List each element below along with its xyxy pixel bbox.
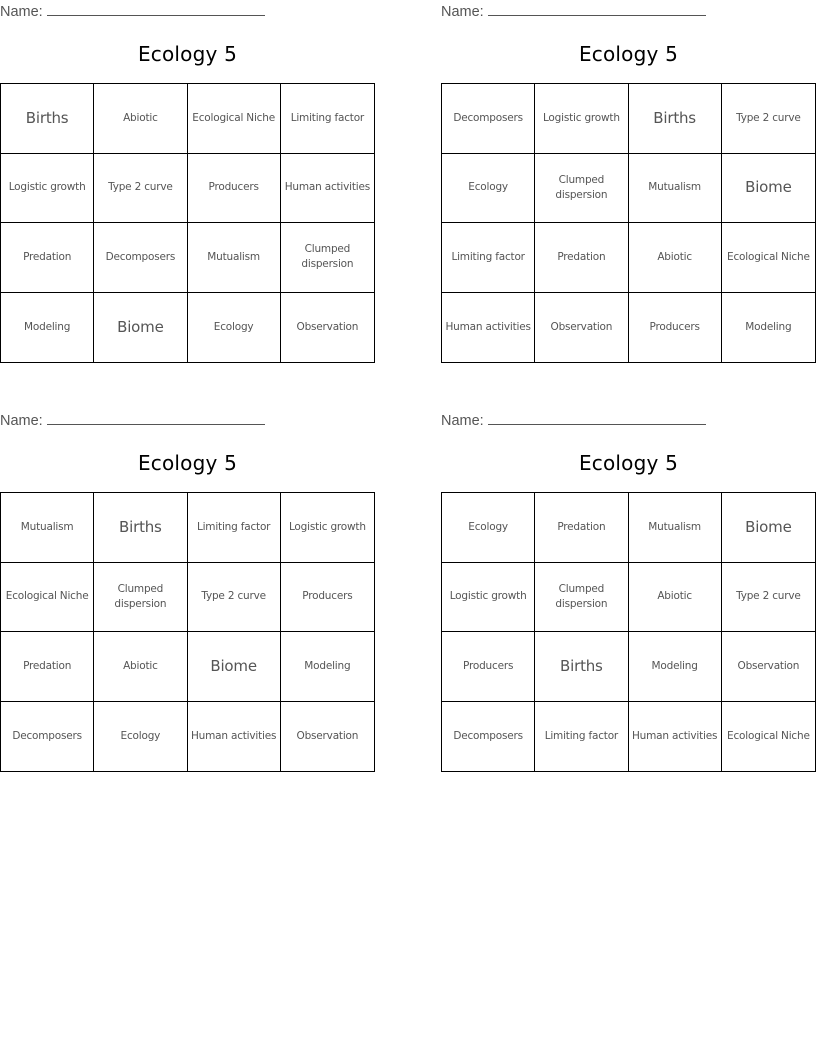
name-label: Name:	[0, 4, 43, 20]
bingo-cell: Biome	[94, 293, 187, 363]
bingo-cell: Births	[535, 632, 628, 702]
bingo-cell: Mutualism	[1, 493, 94, 563]
bingo-cell: Abiotic	[629, 563, 722, 633]
bingo-cell: Observation	[296, 320, 359, 333]
name-label: Name:	[0, 413, 43, 429]
bingo-cell: Clumped dispersion	[281, 223, 374, 293]
bingo-cell: Modeling	[629, 632, 722, 702]
bingo-cell: Observation	[535, 293, 628, 363]
bingo-cell: Decomposers	[442, 702, 535, 772]
bingo-grid	[0, 492, 375, 772]
bingo-cell: Producers	[281, 563, 374, 633]
bingo-cell: Limiting factor	[188, 493, 281, 563]
name-blank[interactable]	[47, 2, 265, 16]
bingo-cell: Limiting factor	[281, 84, 374, 154]
bingo-cell: Predation	[1, 632, 94, 702]
bingo-cell: Mutualism	[629, 154, 722, 224]
bingo-cell: Predation	[535, 223, 628, 293]
bingo-cell: Decomposers	[1, 702, 94, 772]
bingo-cell: Type 2 curve	[722, 84, 815, 154]
bingo-cell: Limiting factor	[535, 702, 628, 772]
bingo-cell: Clumped dispersion	[535, 563, 628, 633]
card-title: Ecology 5	[137, 451, 238, 475]
bingo-cell: Modeling	[281, 632, 374, 702]
bingo-cell: Human activities	[442, 293, 535, 363]
bingo-cell: Abiotic	[94, 632, 187, 702]
bingo-grid	[0, 83, 375, 363]
bingo-cell: Logistic growth	[535, 84, 628, 154]
bingo-cell: Predation	[535, 493, 628, 563]
bingo-cell: Type 2 curve	[722, 563, 815, 633]
bingo-cell: Ecological Niche	[722, 223, 815, 293]
name-field	[441, 411, 706, 429]
bingo-cell: Producers	[629, 293, 722, 363]
bingo-cell: Abiotic	[629, 223, 722, 293]
bingo-grid	[441, 492, 816, 772]
bingo-cell: Ecology	[442, 493, 535, 563]
bingo-cell: Ecology	[94, 702, 187, 772]
bingo-cell: Modeling	[1, 293, 94, 363]
bingo-cell: Ecology	[188, 293, 281, 363]
name-blank[interactable]	[47, 411, 265, 425]
bingo-cell: Biome	[188, 632, 281, 702]
bingo-cell: Logistic growth	[281, 493, 374, 563]
bingo-cell: Human activities	[188, 702, 281, 772]
bingo-cell: Logistic growth	[442, 563, 535, 633]
bingo-cell: Limiting factor	[442, 223, 535, 293]
bingo-cell: Decomposers	[442, 84, 535, 154]
name-field	[0, 411, 265, 429]
bingo-cell: Producers	[188, 154, 281, 224]
bingo-cell: Biome	[722, 493, 815, 563]
bingo-cell: Births	[629, 84, 722, 154]
bingo-cell: Type 2 curve	[188, 563, 281, 633]
bingo-cell: Mutualism	[188, 223, 281, 293]
bingo-cell: Human activities	[629, 702, 722, 772]
card-title: Ecology 5	[578, 42, 679, 66]
bingo-grid	[441, 83, 816, 363]
name-label: Name:	[441, 413, 484, 429]
bingo-cell: Ecological Niche	[188, 84, 281, 154]
name-blank[interactable]	[488, 2, 706, 16]
name-label: Name:	[441, 4, 484, 20]
card-title: Ecology 5	[137, 42, 238, 66]
bingo-cell: Human activities	[281, 154, 374, 224]
bingo-cell: Predation	[1, 223, 94, 293]
bingo-cell: Clumped dispersion	[94, 563, 187, 633]
bingo-cell: Mutualism	[629, 493, 722, 563]
bingo-cell: Clumped dispersion	[535, 154, 628, 224]
name-field	[0, 2, 265, 20]
bingo-cell: Producers	[442, 632, 535, 702]
name-field	[441, 2, 706, 20]
bingo-cell: Modeling	[745, 320, 792, 333]
bingo-cell: Observation	[722, 632, 815, 702]
bingo-cell: Ecology	[442, 154, 535, 224]
bingo-cell: Ecological Niche	[1, 563, 94, 633]
bingo-cell: Births	[94, 493, 187, 563]
bingo-cell: Abiotic	[94, 84, 187, 154]
bingo-cell: Biome	[722, 154, 815, 224]
bingo-cell: Births	[1, 84, 94, 154]
bingo-cell: Observation	[296, 729, 359, 742]
name-blank[interactable]	[488, 411, 706, 425]
bingo-cell: Decomposers	[94, 223, 187, 293]
card-title: Ecology 5	[578, 451, 679, 475]
bingo-cell: Ecological Niche	[727, 729, 810, 742]
bingo-cell: Logistic growth	[1, 154, 94, 224]
bingo-cell: Type 2 curve	[94, 154, 187, 224]
